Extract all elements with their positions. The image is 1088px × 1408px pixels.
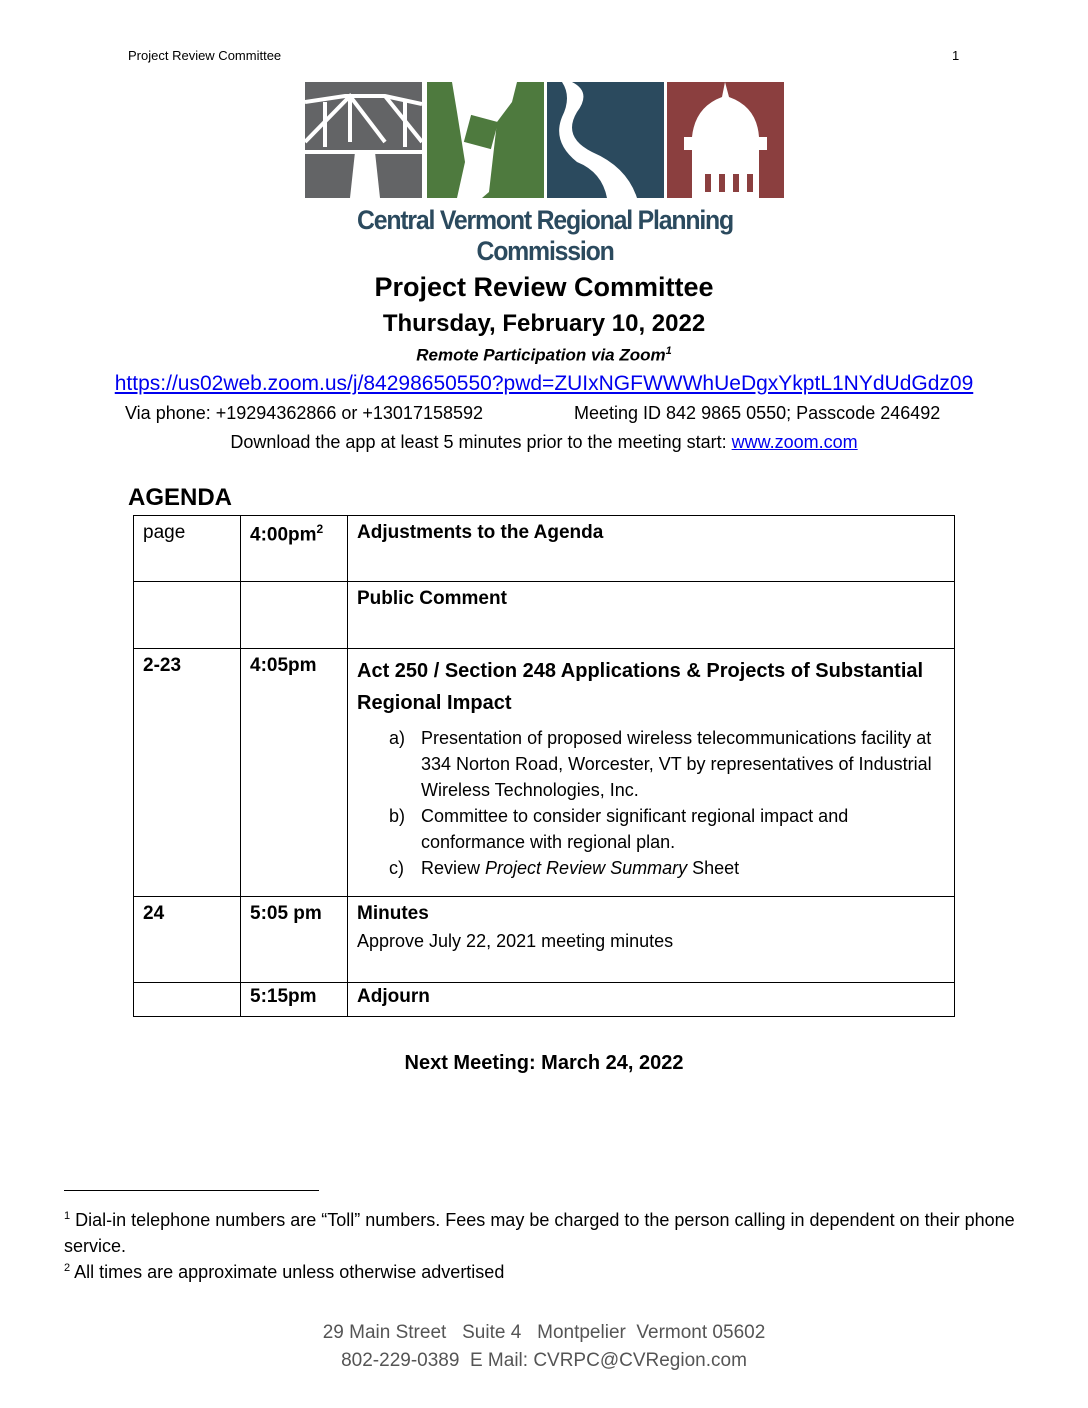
sub-item-text: Review xyxy=(421,858,486,878)
time-cell: 4:05pm xyxy=(241,649,348,897)
page-cell: page xyxy=(134,516,241,582)
logo-bridge-block xyxy=(305,82,422,198)
footnote-divider xyxy=(64,1190,319,1191)
logo-vermont-block xyxy=(427,82,544,198)
sub-item-text: Sheet xyxy=(687,858,740,878)
item-cell: Public Comment xyxy=(348,582,955,649)
item-description: Approve July 22, 2021 meeting minutes xyxy=(357,931,674,951)
sub-item-text: Presentation of proposed wireless telecommunications facility at 334 Norton Road, Worcester, VT by representatives of Industrial Wireless Technologies, Inc. xyxy=(421,728,932,800)
sub-item-label: b) xyxy=(389,806,406,826)
item-cell xyxy=(348,649,955,897)
phone-numbers: Via phone: +19294362866 or +13017158592 xyxy=(125,403,484,423)
sub-items xyxy=(357,725,945,881)
download-text: Download the app at least 5 minutes prior to the meeting start: xyxy=(230,432,732,452)
agenda-heading: AGENDA xyxy=(128,484,233,511)
logo-capitol-block xyxy=(667,82,784,198)
footnote-1 xyxy=(64,1203,1024,1259)
footnote-text: Dial-in telephone numbers are “Toll” numbers. Fees may be charged to the person calling in dependent on their phone service. xyxy=(64,1210,1015,1256)
zoom-meeting-link[interactable]: https://us02web.zoom.us/j/84298650550?pwd=ZUIxNGFWWWhUeDgxYkptL1NYdUdGdz09 xyxy=(114,372,974,395)
time-cell xyxy=(241,516,348,582)
time-cell: 5:05 pm xyxy=(241,897,348,983)
agenda-row xyxy=(134,582,955,649)
zoom-website-link[interactable]: www.zoom.com xyxy=(731,432,858,452)
page-cell: 2-23 xyxy=(134,649,241,897)
sub-item-emphasis: Project Review Summary xyxy=(485,858,688,878)
zoom-link-line xyxy=(0,372,1088,396)
download-line xyxy=(0,432,1088,453)
agenda-row xyxy=(134,897,955,983)
remote-text: Remote Participation via Zoom xyxy=(416,345,666,365)
footnote-ref: 2 xyxy=(316,522,324,536)
page-number: 1 xyxy=(952,48,960,63)
page-cell xyxy=(134,983,241,1017)
footnote-text: All times are approximate unless otherwise advertised xyxy=(70,1262,505,1282)
agenda-row xyxy=(134,649,955,897)
footnote-number: 1 xyxy=(64,1210,71,1222)
footer-contact: 802-229-0389 E Mail: CVRPC@CVRegion.com xyxy=(341,1350,747,1371)
footer-address: 29 Main Street Suite 4 Montpelier Vermont 05602 xyxy=(322,1322,766,1343)
agenda-row xyxy=(134,516,955,582)
sub-item-text: Committee to consider significant regional impact and conformance with regional plan. xyxy=(421,806,849,852)
item-cell: Adjustments to the Agenda xyxy=(348,516,955,582)
sub-item-label: c) xyxy=(389,858,404,878)
running-header: Project Review Committee xyxy=(128,48,282,63)
sub-item-label: a) xyxy=(389,728,406,748)
time-cell xyxy=(241,582,348,649)
footnote-ref: 1 xyxy=(665,345,672,357)
document-title: Project Review Committee xyxy=(374,272,714,302)
item-cell: Adjourn xyxy=(348,983,955,1017)
time-text: 4:00pm xyxy=(250,524,317,546)
next-meeting: Next Meeting: March 24, 2022 xyxy=(404,1052,684,1074)
remote-participation xyxy=(0,345,1088,366)
meeting-id: Meeting ID 842 9865 0550; Passcode 246492 xyxy=(574,403,941,423)
item-title: Minutes xyxy=(357,903,429,924)
time-cell: 5:15pm xyxy=(241,983,348,1017)
sub-item xyxy=(389,855,945,881)
item-cell xyxy=(348,897,955,983)
sub-item xyxy=(389,725,945,803)
meeting-date: Thursday, February 10, 2022 xyxy=(382,310,706,337)
page-cell: 24 xyxy=(134,897,241,983)
logo-river-block xyxy=(547,82,664,198)
page-cell xyxy=(134,582,241,649)
agenda-table xyxy=(133,515,955,1017)
sub-item xyxy=(389,803,945,855)
footnote-2 xyxy=(64,1255,1024,1285)
agenda-row xyxy=(134,983,955,1017)
item-title: Act 250 / Section 248 Applications & Projects of Substantial Regional Impact xyxy=(357,660,924,714)
logo-text: Central Vermont Regional Planning Commission xyxy=(357,205,733,266)
footnote-number: 2 xyxy=(64,1262,71,1274)
